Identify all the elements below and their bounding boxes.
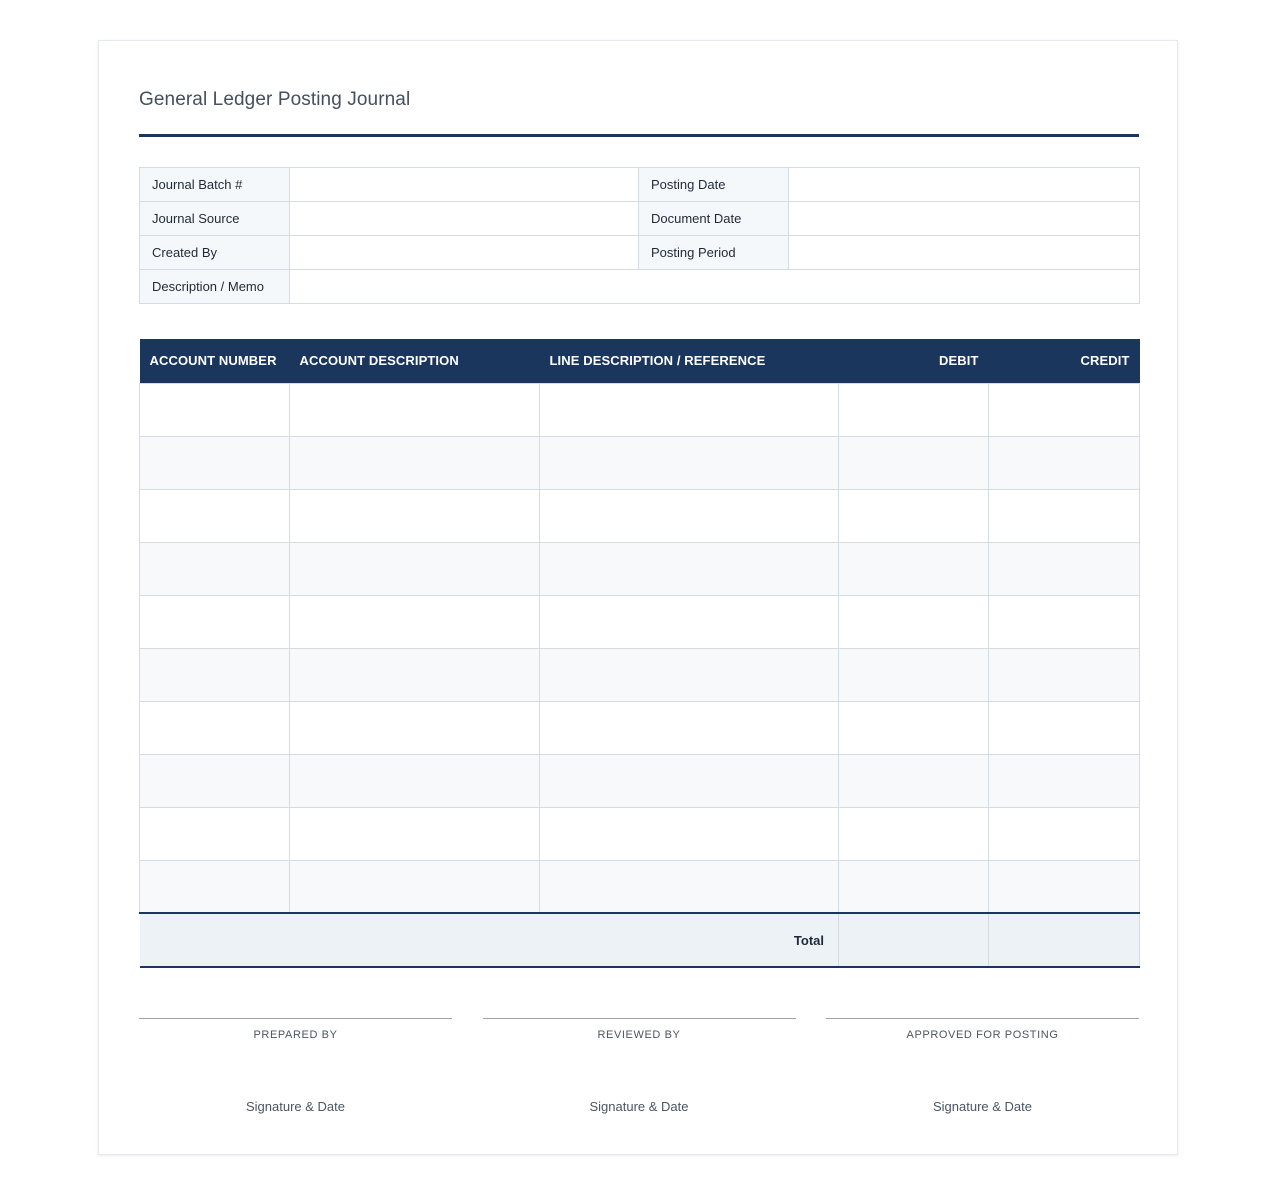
table-row: [140, 489, 1140, 542]
journal-batch-label: Journal Batch #: [140, 168, 290, 202]
ledger-table: [139, 339, 1140, 968]
journal-source-field[interactable]: [290, 202, 639, 236]
journal-batch-field[interactable]: [290, 168, 639, 202]
posting-date-field[interactable]: [789, 168, 1140, 202]
signature-line[interactable]: [139, 1018, 452, 1019]
account-number-cell[interactable]: [140, 489, 290, 542]
debit-cell[interactable]: [839, 860, 989, 913]
posting-date-label: Posting Date: [639, 168, 789, 202]
column-header-line-description: LINE DESCRIPTION / REFERENCE: [540, 339, 839, 383]
line-description-cell[interactable]: [540, 595, 839, 648]
credit-cell[interactable]: [989, 754, 1140, 807]
debit-cell[interactable]: [839, 436, 989, 489]
total-credit-cell[interactable]: [989, 913, 1140, 967]
signature-caption: Signature & Date: [589, 1099, 689, 1114]
created-by-field[interactable]: [290, 236, 639, 270]
credit-cell[interactable]: [989, 383, 1140, 436]
signature-prepared-by: [139, 1018, 452, 1114]
header-row: [140, 202, 1140, 236]
debit-cell[interactable]: [839, 701, 989, 754]
signature-reviewed-by: [483, 1018, 796, 1114]
table-row: [140, 383, 1140, 436]
line-description-cell[interactable]: [540, 489, 839, 542]
line-description-cell[interactable]: [540, 542, 839, 595]
signature-role: APPROVED FOR POSTING: [906, 1029, 1059, 1041]
account-number-cell[interactable]: [140, 701, 290, 754]
debit-cell[interactable]: [839, 595, 989, 648]
total-label: Total: [140, 913, 839, 967]
account-description-cell[interactable]: [290, 383, 540, 436]
account-description-cell[interactable]: [290, 489, 540, 542]
document-date-field[interactable]: [789, 202, 1140, 236]
credit-cell[interactable]: [989, 489, 1140, 542]
debit-cell[interactable]: [839, 754, 989, 807]
page-title: General Ledger Posting Journal: [139, 89, 411, 110]
account-number-cell[interactable]: [140, 860, 290, 913]
credit-cell[interactable]: [989, 595, 1140, 648]
table-row: [140, 701, 1140, 754]
line-description-cell[interactable]: [540, 648, 839, 701]
account-description-cell[interactable]: [290, 754, 540, 807]
account-number-cell[interactable]: [140, 648, 290, 701]
line-description-cell[interactable]: [540, 436, 839, 489]
credit-cell[interactable]: [989, 860, 1140, 913]
column-header-account-description: ACCOUNT DESCRIPTION: [290, 339, 540, 383]
description-memo-field[interactable]: [290, 270, 1140, 304]
debit-cell[interactable]: [839, 807, 989, 860]
account-description-cell[interactable]: [290, 436, 540, 489]
credit-cell[interactable]: [989, 436, 1140, 489]
description-memo-label: Description / Memo: [140, 270, 290, 304]
created-by-label: Created By: [140, 236, 290, 270]
document-date-label: Document Date: [639, 202, 789, 236]
debit-cell[interactable]: [839, 489, 989, 542]
credit-cell[interactable]: [989, 701, 1140, 754]
table-row: [140, 436, 1140, 489]
account-number-cell[interactable]: [140, 436, 290, 489]
table-row: [140, 807, 1140, 860]
signature-line[interactable]: [826, 1018, 1139, 1019]
debit-cell[interactable]: [839, 648, 989, 701]
line-description-cell[interactable]: [540, 701, 839, 754]
table-row: [140, 648, 1140, 701]
account-description-cell[interactable]: [290, 595, 540, 648]
table-row: [140, 595, 1140, 648]
credit-cell[interactable]: [989, 648, 1140, 701]
table-row: [140, 754, 1140, 807]
account-description-cell[interactable]: [290, 542, 540, 595]
signature-role: REVIEWED BY: [597, 1029, 681, 1041]
ledger-body: [140, 383, 1140, 913]
credit-cell[interactable]: [989, 807, 1140, 860]
total-debit-cell[interactable]: [839, 913, 989, 967]
ledger-header-row: [140, 339, 1140, 383]
line-description-cell[interactable]: [540, 754, 839, 807]
journal-source-label: Journal Source: [140, 202, 290, 236]
line-description-cell[interactable]: [540, 860, 839, 913]
signature-caption: Signature & Date: [932, 1099, 1032, 1114]
line-description-cell[interactable]: [540, 383, 839, 436]
credit-cell[interactable]: [989, 542, 1140, 595]
line-description-cell[interactable]: [540, 807, 839, 860]
signature-block: [139, 1018, 1139, 1114]
table-row: [140, 542, 1140, 595]
header-row: [140, 236, 1140, 270]
signature-line[interactable]: [483, 1018, 796, 1019]
posting-period-label: Posting Period: [639, 236, 789, 270]
ledger-total-row: [140, 913, 1140, 967]
journal-header-fields: [139, 167, 1140, 304]
journal-sheet: [98, 40, 1178, 1155]
account-number-cell[interactable]: [140, 595, 290, 648]
debit-cell[interactable]: [839, 542, 989, 595]
account-description-cell[interactable]: [290, 701, 540, 754]
account-description-cell[interactable]: [290, 648, 540, 701]
title-divider: [139, 134, 1139, 137]
header-row: [140, 168, 1140, 202]
signature-caption: Signature & Date: [245, 1099, 345, 1114]
account-description-cell[interactable]: [290, 860, 540, 913]
header-row: [140, 270, 1140, 304]
debit-cell[interactable]: [839, 383, 989, 436]
table-row: [140, 860, 1140, 913]
column-header-debit: DEBIT: [839, 339, 989, 383]
signature-approved-for-posting: [826, 1018, 1139, 1114]
account-number-cell[interactable]: [140, 542, 290, 595]
account-number-cell[interactable]: [140, 754, 290, 807]
posting-period-field[interactable]: [789, 236, 1140, 270]
signature-role: PREPARED BY: [253, 1029, 338, 1041]
account-number-cell[interactable]: [140, 807, 290, 860]
column-header-account-number: ACCOUNT NUMBER: [140, 339, 290, 383]
account-description-cell[interactable]: [290, 807, 540, 860]
account-number-cell[interactable]: [140, 383, 290, 436]
column-header-credit: CREDIT: [989, 339, 1140, 383]
